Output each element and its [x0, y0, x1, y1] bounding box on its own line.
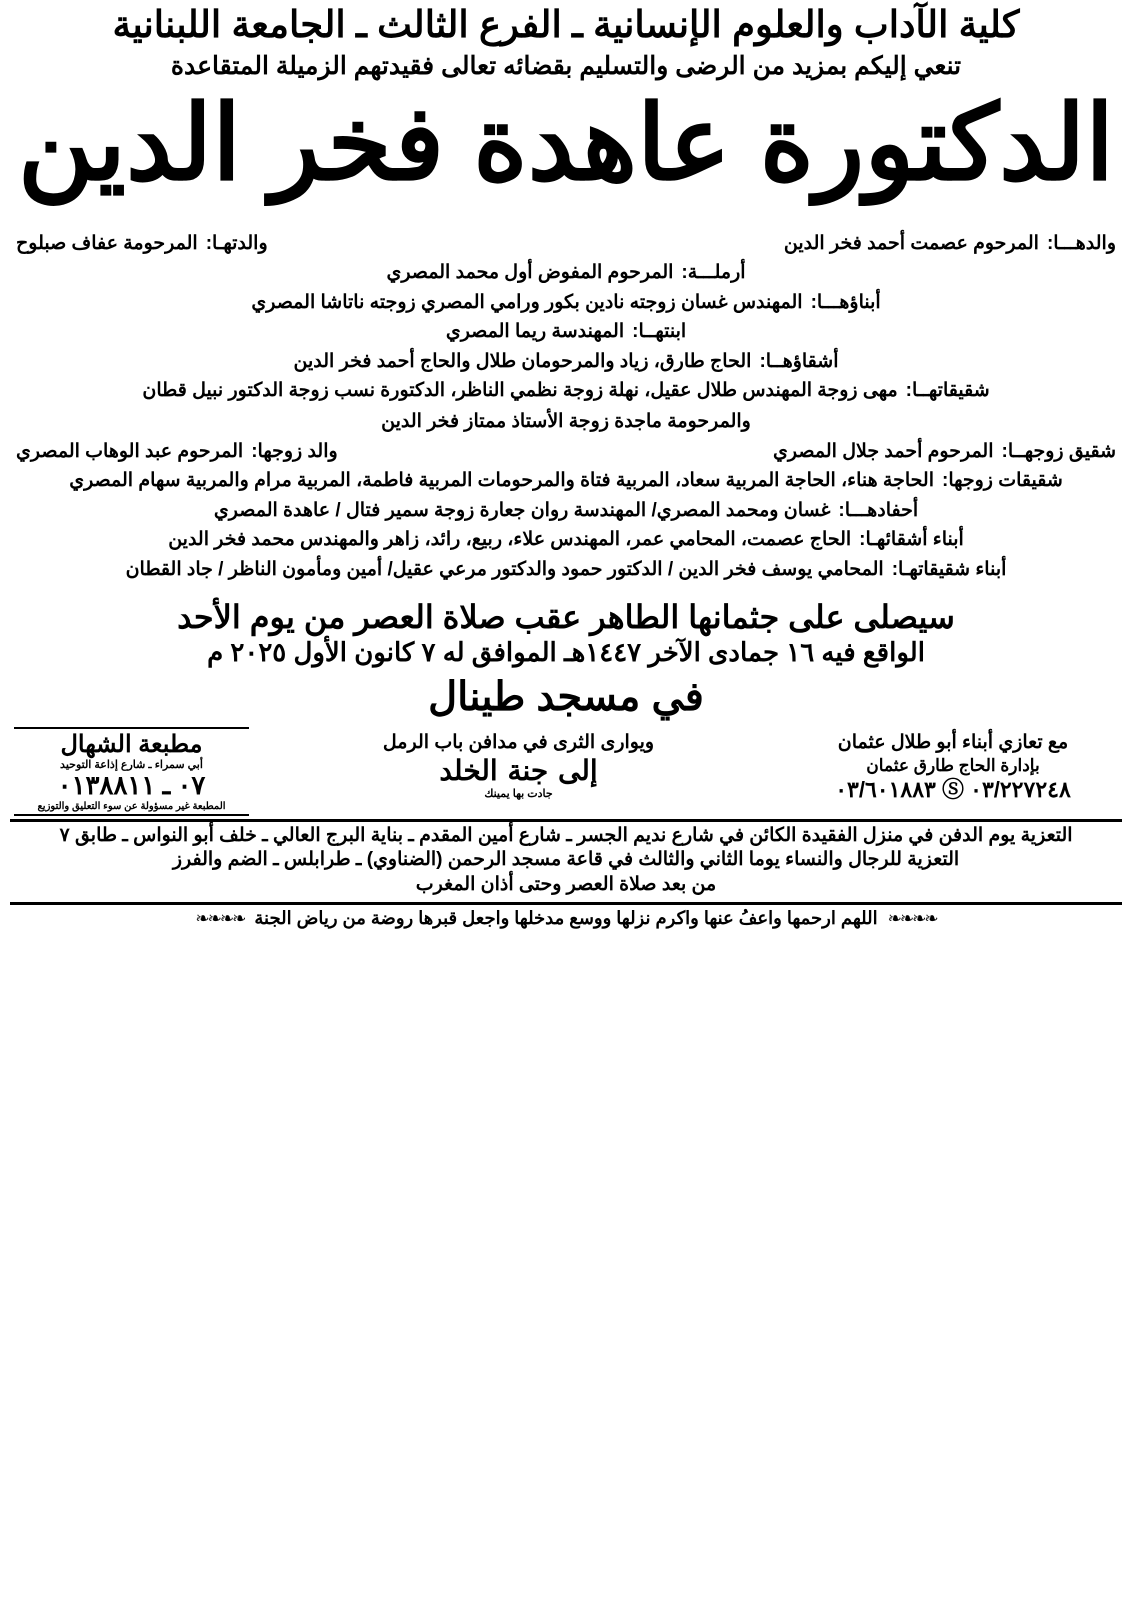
relation-father: [784, 229, 1116, 258]
deceased-name: الدكتورة عاهدة فخر الدين: [17, 86, 1115, 203]
relation-nephews-label: أبناء أشقائهـا :: [859, 525, 964, 554]
relation-parents-row: [16, 229, 1116, 258]
relation-sisters-sons-value: المحامي يوسف فخر الدين / الدكتور حمود والدكتور مرعي عقيل/ أمين ومأمون الناظر / جاد القطان: [125, 558, 884, 580]
contact-phones[interactable]: ٠٣/٢٢٧٢٤٨ Ⓢ ٠٣/٦٠١٨٨٣: [835, 776, 1071, 802]
contact-organizers: مع تعازي أبناء أبو طلال عثمان: [837, 731, 1069, 753]
ornament-icon: ❧❧❧❧: [887, 908, 937, 928]
relation-sisters-label: شقيقاتهــا :: [906, 376, 990, 405]
dua-bar: [10, 902, 1122, 929]
relation-husband-father-value: المرحوم عبد الوهاب المصري: [16, 440, 244, 462]
relation-sisters-continuation: والمرحومة ماجدة زوجة الأستاذ ممتاز فخر الدين: [381, 411, 751, 433]
burial-location: ويوارى الثرى في مدافن باب الرمل: [382, 731, 655, 753]
dua-text: اللهم ارحمها واعفُ عنها واكرم نزلها ووسع مدخلها واجعل قبرها روضة من رياض الجنة: [254, 907, 878, 928]
relation-brothers-label: أشقاؤهــا :: [759, 347, 838, 376]
ornament-icon: ❧❧❧❧: [195, 908, 245, 928]
calligraphy-blessing: إلى جنة الخلد: [439, 753, 598, 787]
relation-husband-sisters-row: [16, 466, 1116, 495]
relations-list: [10, 229, 1122, 584]
relation-father-label: والدهـــا :: [1047, 229, 1116, 258]
relation-sisters-row: [16, 376, 1116, 405]
relation-father-value: المرحوم عصمت أحمد فخر الدين: [783, 232, 1039, 254]
relation-daughter-value: المهندسة ريما المصري: [445, 321, 625, 343]
relation-grandchildren-label: أحفادهـــا :: [838, 496, 918, 525]
footer-line-3: من بعد صلاة العصر وحتى أذان المغرب: [415, 873, 717, 895]
bottom-strip: [10, 727, 1122, 816]
relation-sons-label: أبناؤهـــا :: [811, 288, 881, 317]
calligraphy-subtext: جادت بها يمينك: [484, 787, 553, 800]
footer-line-1: التعزية يوم الدفن في منزل الفقيدة الكائن في شارع نديم الجسر ـ شارع أمين المقدم ـ بناية البرج العالي ـ خلف أبو النواس ـ طابق ٧: [59, 824, 1073, 846]
footer-line-2: التعزية للرجال والنساء يوما الثاني والثالث في قاعة مسجد الرحمن (الضناوي) ـ طرابلس ـ الضم والفرز: [172, 849, 960, 871]
printer-disclaimer: المطبعة غير مسؤولة عن سوء التعليق والتوزيع: [37, 801, 226, 813]
relation-nephews-value: الحاج عصمت، المحامي عمر، المهندس علاء، ربيع، رائد، زاهر والمهندس محمد فخر الدين: [168, 529, 852, 551]
relation-widow-value: المرحوم المفوض أول محمد المصري: [386, 262, 674, 284]
funeral-mosque: في مسجد طينال: [428, 674, 704, 719]
contact-manager: بإدارة الحاج طارق عثمان: [866, 755, 1040, 775]
printer-box: [14, 727, 249, 816]
relation-daughter-label: ابنتهــا :: [632, 317, 686, 346]
printer-phone: ٠٧ ـ ٠١٣٨٨١١: [57, 770, 206, 801]
printer-name: مطبعة الشهال: [60, 730, 203, 758]
relation-daughter-row: [16, 317, 1116, 346]
relation-mother-label: والدتهـا :: [206, 229, 268, 258]
relation-sons-row: [16, 288, 1116, 317]
relation-mother-value: المرحومة عفاف صبلوح: [16, 232, 198, 254]
relation-brothers-row: [16, 347, 1116, 376]
relation-husband-father-label: والد زوجها :: [251, 437, 337, 466]
relation-sisters-sons-row: [16, 555, 1116, 584]
relation-nephews-row: [16, 525, 1116, 554]
printer-address: أبي سمراء ـ شارع إذاعة التوحيد: [60, 758, 203, 771]
relation-widow-label: أرملـــة :: [681, 258, 745, 287]
contact-box: [788, 727, 1118, 804]
relation-husband-brother: [773, 437, 1116, 466]
relation-husband-sisters-value: الحاجة هناء، الحاجة المربية سعاد، المربية فتاة والمرحومات المربية فاطمة، المربية مرام والمربية سهام المصري: [69, 470, 934, 492]
relation-sisters-value: مهى زوجة المهندس طلال عقيل، نهلة زوجة نظمي الناظر، الدكتورة نسب زوجة الدكتور نبيل قطان: [142, 380, 898, 401]
funeral-info: [10, 598, 1122, 721]
relation-husband-family-row: [16, 437, 1116, 466]
condolence-intro: تنعي إليكم بمزيد من الرضى والتسليم بقضائه تعالى فقيدتهم الزميلة المتقاعدة: [170, 51, 962, 80]
relation-brothers-value: الحاج طارق، زياد والمرحومان طلال والحاج أحمد فخر الدين: [293, 350, 752, 372]
relation-sons-value: المهندس غسان زوجته نادين بكور ورامي المصري زوجته ناتاشا المصري: [251, 291, 803, 313]
relation-grandchildren-row: [16, 496, 1116, 525]
burial-box: [249, 727, 788, 800]
relation-grandchildren-value: غسان ومحمد المصري/ المهندسة روان جعارة زوجة سمير فتال / عاهدة المصري: [213, 499, 831, 521]
funeral-date-line: الواقع فيه ١٦ جمادى الآخر ١٤٤٧هـ الموافق له ٧ كانون الأول ٢٠٢٥ م: [207, 637, 925, 668]
institution-title: كلية الآداب والعلوم الإنسانية ـ الفرع الثالث ـ الجامعة اللبنانية: [112, 4, 1020, 45]
relation-husband-brother-label: شقيق زوجهــا :: [1002, 437, 1117, 466]
relation-widow-row: [16, 258, 1116, 287]
relation-husband-sisters-label: شقيقات زوجها :: [942, 466, 1063, 495]
relation-husband-father: [16, 437, 338, 466]
relation-sisters-sons-label: أبناء شقيقاتهـا :: [892, 555, 1007, 584]
relation-husband-brother-value: المرحوم أحمد جلال المصري: [773, 440, 994, 462]
footer-notes: [10, 822, 1122, 898]
relation-mother: [16, 229, 268, 258]
funeral-prayer-line: سيصلى على جثمانها الطاهر عقب صلاة العصر من يوم الأحد: [177, 599, 955, 636]
